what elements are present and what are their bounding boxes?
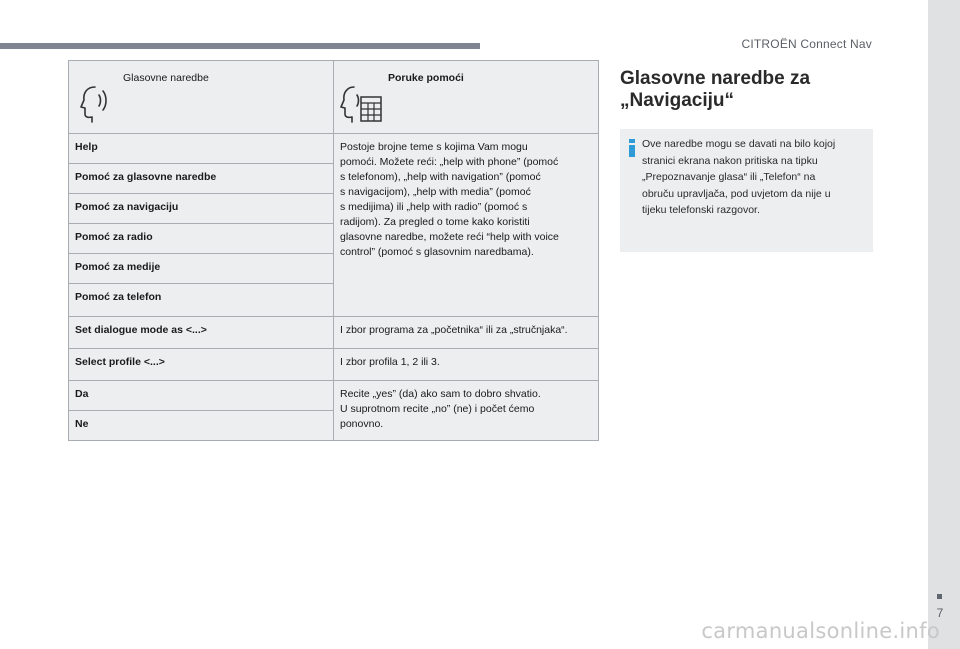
section-title-line: Glasovne naredbe za	[620, 68, 811, 89]
help-description-line: radijom). Za pregled o tome kako koristiti	[340, 216, 530, 228]
page-number: 7	[936, 606, 944, 620]
command-navigation-help: Pomoć za navigaciju	[69, 194, 334, 224]
voice-commands-table	[68, 60, 599, 441]
info-note-line: tijeku telefonski razgovor.	[642, 204, 760, 216]
command-phone-help: Pomoć za telefon	[69, 284, 334, 317]
command-no: Ne	[69, 411, 334, 441]
column-header-commands-label: Glasovne naredbe	[123, 72, 209, 84]
section-title	[620, 68, 870, 112]
command-media-help: Pomoć za medije	[69, 254, 334, 284]
table-header-row	[69, 61, 599, 134]
help-description-line: s telefonom), „help with navigation” (pomoć	[340, 171, 541, 183]
section-title-line: „Navigaciju“	[620, 90, 735, 111]
help-description	[334, 134, 599, 317]
info-note-text	[642, 136, 864, 219]
help-description-line: control” (pomoć s glasovnim naredbama).	[340, 246, 534, 258]
command-dialogue-mode: Set dialogue mode as <...>	[69, 317, 334, 349]
header-bar	[0, 43, 480, 49]
table-row	[69, 381, 599, 411]
info-note-line: obruču upravljača, pod uvjetom da nije u	[642, 187, 831, 200]
table-row	[69, 134, 599, 164]
yes-no-description-line: Recite „yes” (da) ako sam to dobro shvatio.	[340, 388, 541, 400]
command-voice-help: Pomoć za glasovne naredbe	[69, 164, 334, 194]
help-description-line: s navigacijom), „help with media” (pomoć	[340, 186, 531, 198]
help-description-line: s medijima) ili „help with radio” (pomoć s	[340, 201, 528, 213]
voice-command-icon	[75, 81, 119, 125]
info-note-line: „Prepoznavanje glasa“ ili „Telefon“ na	[642, 171, 816, 183]
help-description-line: pomoći. Možete reći: „help with phone” (pomoć	[340, 156, 559, 168]
command-help: Help	[69, 134, 334, 164]
select-profile-description: I zbor profila 1, 2 ili 3.	[334, 349, 599, 381]
command-yes: Da	[69, 381, 334, 411]
info-icon	[629, 139, 635, 157]
voice-help-icon	[340, 81, 384, 125]
table-row	[69, 349, 599, 381]
yes-no-description-line: ponovno.	[340, 418, 384, 430]
info-note-line: stranici ekrana nakon pritiska na tipku	[642, 154, 818, 167]
column-header-commands	[69, 61, 334, 134]
dialogue-mode-description: I zbor programa za „početnika“ ili za „stručnjaka“.	[334, 317, 599, 349]
yes-no-description	[334, 381, 599, 441]
command-select-profile: Select profile <...>	[69, 349, 334, 381]
table-row	[69, 317, 599, 349]
help-description-line: Postoje brojne teme s kojima Vam mogu	[340, 141, 528, 153]
yes-no-description-line: U suprotnom recite „no” (ne) i počet ćemo	[340, 403, 535, 415]
column-header-help-label: Poruke pomoći	[388, 72, 464, 84]
command-radio-help: Pomoć za radio	[69, 224, 334, 254]
help-description-line: glasovne naredbe, možete reći “help with voice	[340, 231, 559, 243]
info-note	[620, 129, 873, 252]
header-brand-title: CITROËN Connect Nav	[741, 37, 872, 51]
page-side-strip	[928, 0, 960, 649]
info-note-line: Ove naredbe mogu se davati na bilo kojoj	[642, 138, 836, 150]
watermark: carmanualsonline.info	[701, 619, 940, 643]
column-header-help-messages	[334, 61, 599, 134]
page-marker	[937, 594, 942, 599]
